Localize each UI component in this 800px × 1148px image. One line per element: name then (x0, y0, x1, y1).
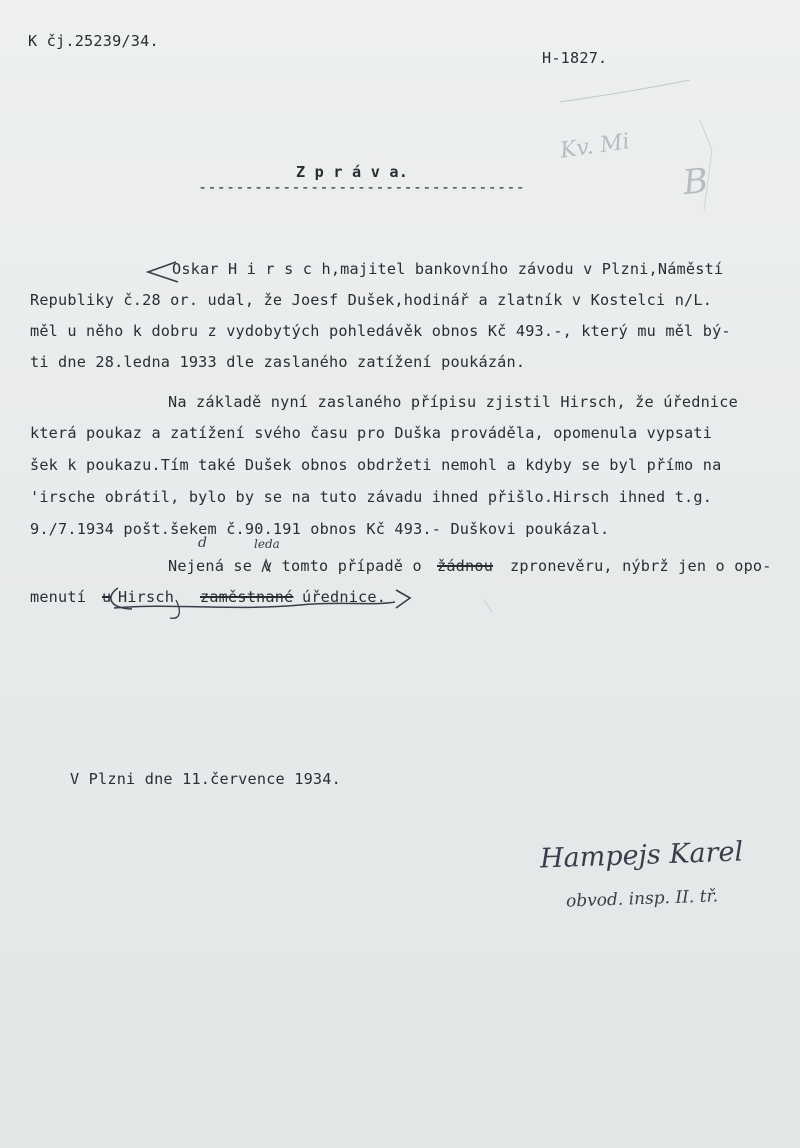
struck-word-zadnou: žádnou (437, 557, 494, 575)
paragraph-2-line-3: šek k poukazu.Tím také Dušek obnos obdržeti nemohl a kdyby se byl přímo na (30, 456, 722, 474)
file-code: H-1827. (542, 49, 608, 67)
signature-rank: obvod. insp. II. tř. (565, 886, 719, 912)
handwritten-insert-leda: leda (254, 537, 280, 551)
paragraph-2-line-4: 'irsche obrátil, bylo by se na tuto závadu ihned přišlo.Hirsch ihned t.g. (30, 488, 713, 506)
paragraph-3-line-1b: v tomto případě o (263, 557, 422, 575)
paragraph-3-line-1d: zpronevěru, nýbrž jen o opo- (510, 557, 772, 575)
paragraph-3-line-2a: menutí (30, 588, 87, 606)
place-and-date: V Plzni dne 11.července 1934. (70, 770, 341, 788)
pencil-tick-2 (484, 600, 492, 612)
sentence-end-bracket (396, 590, 410, 608)
reference-number: K čj.25239/34. (28, 32, 159, 50)
paragraph-3-line-2e: úřednice. (302, 588, 387, 606)
title-underline: ----------------------------------- (198, 178, 526, 196)
paragraph-1-line-3: měl u něho k dobru z vydobytých pohledávěk obnos Kč 493.-, který mu měl bý- (30, 322, 731, 340)
paragraph-3-hirsch: Hirsch (118, 588, 175, 606)
signature-name: Hampejs Karel (539, 836, 744, 875)
pencil-margin-letter: B (680, 160, 711, 204)
paragraph-1-line-1: Oskar H i r s c h,majitel bankovního závodu v Plzni,Náměstí (172, 260, 724, 278)
document-title: Z p r á v a. (296, 163, 409, 181)
paragraph-2-line-1: Na základě nyní zaslaného přípisu zjistil Hirsch, že úřednice (168, 393, 738, 411)
handwritten-insert-d: d (198, 535, 207, 551)
pencil-margin-initials: Kv. Mi (558, 129, 632, 164)
paragraph-1-line-2: Republiky č.28 or. udal, že Joesf Dušek,hodinář a zlatník v Kostelci n/L. (30, 291, 713, 309)
struck-word-u: u (102, 588, 112, 606)
pencil-scribble (560, 80, 690, 102)
struck-word-zamestnane: zaměstnané (200, 588, 294, 606)
paragraph-1-line-4: ti dne 28.ledna 1933 dle zaslaného zatížení poukázán. (30, 353, 526, 371)
paragraph-2-line-2: která poukaz a zatížení svého času pro Duška prováděla, opomenula vypsati (30, 424, 713, 442)
paragraph-2-line-5: 9./7.1934 pošt.šekem č.90.191 obnos Kč 493.- Duškovi poukázal. (30, 520, 610, 538)
paragraph-3-line-1a: Nejená se (168, 557, 253, 575)
